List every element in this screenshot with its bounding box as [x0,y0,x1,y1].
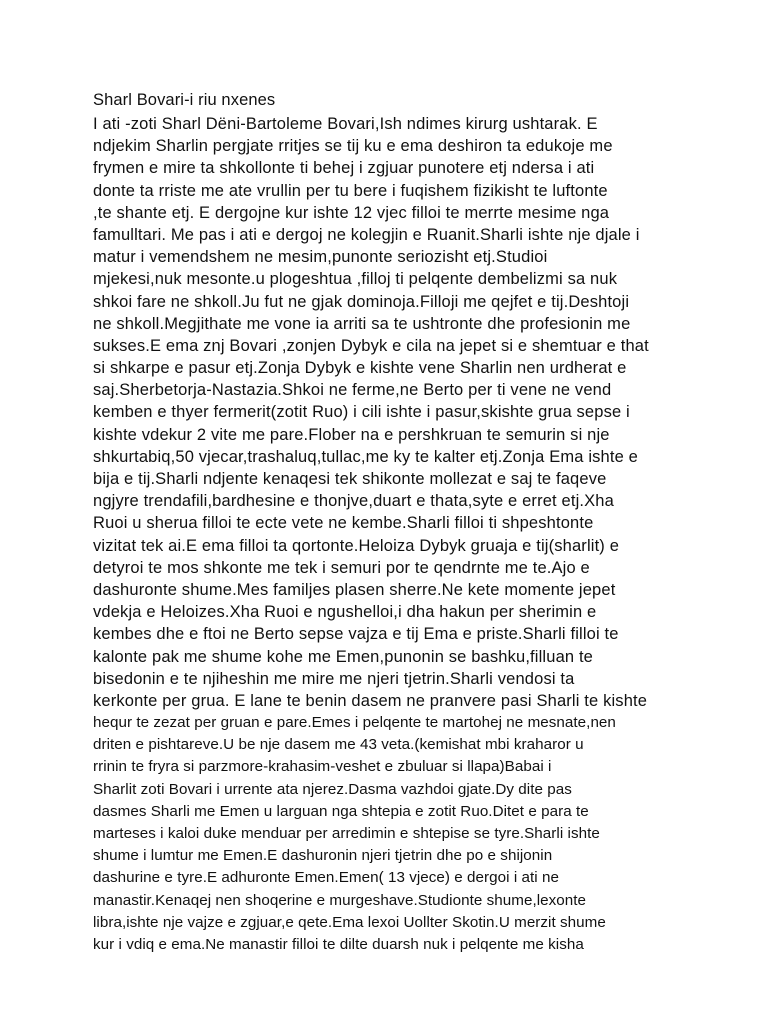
body-line: kemben e thyer fermerit(zotit Ruo) i cili ishte i pasur,skishte grua sepse i [93,403,630,422]
body-line: ne shkoll.Megjithate me vone ia arriti sa te ushtronte dhe profesionin me [93,314,631,333]
body-line: dasmes Sharli me Emen u larguan nga shtepia e zotit Ruo.Ditet e para te [93,802,589,820]
body-line: frymen e mire ta shkollonte ti behej i zgjuar punotere etj ndersa i ati [93,159,595,178]
body-line: driten e pishtareve.U be nje dasem me 43 veta.(kemishat mbi kraharor u [93,736,584,754]
body-line: vizitat tek ai.E ema filloi ta qortonte.Heloiza Dybyk gruaja e tij(sharlit) e [93,536,620,555]
body-line: shume i lumtur me Emen.E dashuronin njeri tjetrin dhe po e shijonin [93,847,553,865]
body-line: rrinin te fryra si parzmore-krahasim-veshet e zbuluar si llapa)Babai i [93,758,552,776]
body-line: ndjekim Sharlin pergjate rritjes se tij ku e ema deshiron ta edukoje me [93,137,613,156]
body-line: shkurtabiq,50 vjecar,trashaluq,tullac,me ky te kalter etj.Zonja Ema ishte e [93,447,639,466]
body-line: kerkonte per grua. E lane te benin dasem ne pranvere pasi Sharli te kishte [93,691,648,710]
body-line: bija e tij.Sharli ndjente kenaqesi tek shikonte mollezat e saj te faqeve [93,470,607,488]
body-line: kur i vdiq e ema.Ne manastir filloi te dilte duarsh nuk i pelqente me kisha [93,935,584,953]
body-line: hequr te zezat per gruan e pare.Emes i pelqente te martohej ne mesnate,nen [93,714,616,732]
body-line: dashuronte shume.Mes familjes plasen sherre.Ne kete momente jepet [93,580,616,599]
body-line: ngjyre trendafili,bardhesine e thonjve,duart e thata,syte e erret etj.Xha [93,492,614,511]
body-line: dashurine e tyre.E adhuronte Emen.Emen( 13 vjece) e dergoi i ati ne [93,869,559,887]
body-line: si shkarpe e pasur etj.Zonja Dybyk e kishte vene Sharlin nen urdherat e [93,359,627,378]
body-line: famulltari. Me pas i ati e dergoj ne kolegjin e Ruanit.Sharli ishte nje djale i [93,225,640,244]
body-line: donte ta rriste me ate vrullin per tu bere i fuqishem fizikisht te luftonte [93,181,608,200]
body-line: matur i vemendshem ne mesim,punonte seriozisht etj.Studioi [93,248,548,267]
body-line: bisedonin e te njiheshin me mire me njeri tjetrin.Sharli vendosi ta [93,669,575,688]
body-line: mjekesi,nuk mesonte.u plogeshtua ,filloj ti pelqente dembelizmi sa nuk [93,270,618,289]
body-line: detyroi te mos shkonte me tek i semuri por te qendrnte me te.Ajo e [93,558,590,577]
body-line: kembes dhe e ftoi ne Berto sepse vajza e tij Ema e priste.Sharli filloi te [93,625,619,644]
body-line: Ruoi u sherua filloi te ecte vete ne kembe.Sharli filloi ti shpeshtonte [93,514,594,533]
body-line: libra,ishte nje vajze e zgjuar,e qete.Ema lexoi Uollter Skotin.U merzit shume [93,913,606,931]
document-body [93,113,693,956]
document-title: Sharl Bovari-i riu nxenes [93,91,276,109]
body-line: shkoi fare ne shkoll.Ju fut ne gjak dominoja.Filloji me qejfet e tij.Deshtoji [93,292,630,311]
body-line: saj.Sherbetorja-Nastazia.Shkoi ne ferme,ne Berto per ti vene ne vend [93,381,612,400]
body-line: kishte vdekur 2 vite me pare.Flober na e pershkruan te semurin si nje [93,425,610,444]
body-line: manastir.Kenaqej nen shoqerine e murgeshave.Studionte shume,lexonte [93,891,587,909]
body-line: Sharlit zoti Bovari i urrente ata njerez.Dasma vazhdoi gjate.Dy dite pas [93,780,572,798]
body-line: marteses i kaloi duke menduar per arredimin e shtepise se tyre.Sharli ishte [93,825,600,842]
body-line: I ati -zoti Sharl Dëni-Bartoleme Bovari,Ish ndimes kirurg ushtarak. E [93,115,598,133]
body-line: kalonte pak me shume kohe me Emen,punonin se bashku,filluan te [93,647,594,666]
body-line: vdekja e Heloizes.Xha Ruoi e ngushelloi,i dha hakun per sherimin e [93,603,597,622]
body-line: ,te shante etj. E dergojne kur ishte 12 vjec filloi te merrte mesime nga [93,203,610,222]
body-line: sukses.E ema znj Bovari ,zonjen Dybyk e cila na jepet si e shemtuar e that [93,336,649,355]
